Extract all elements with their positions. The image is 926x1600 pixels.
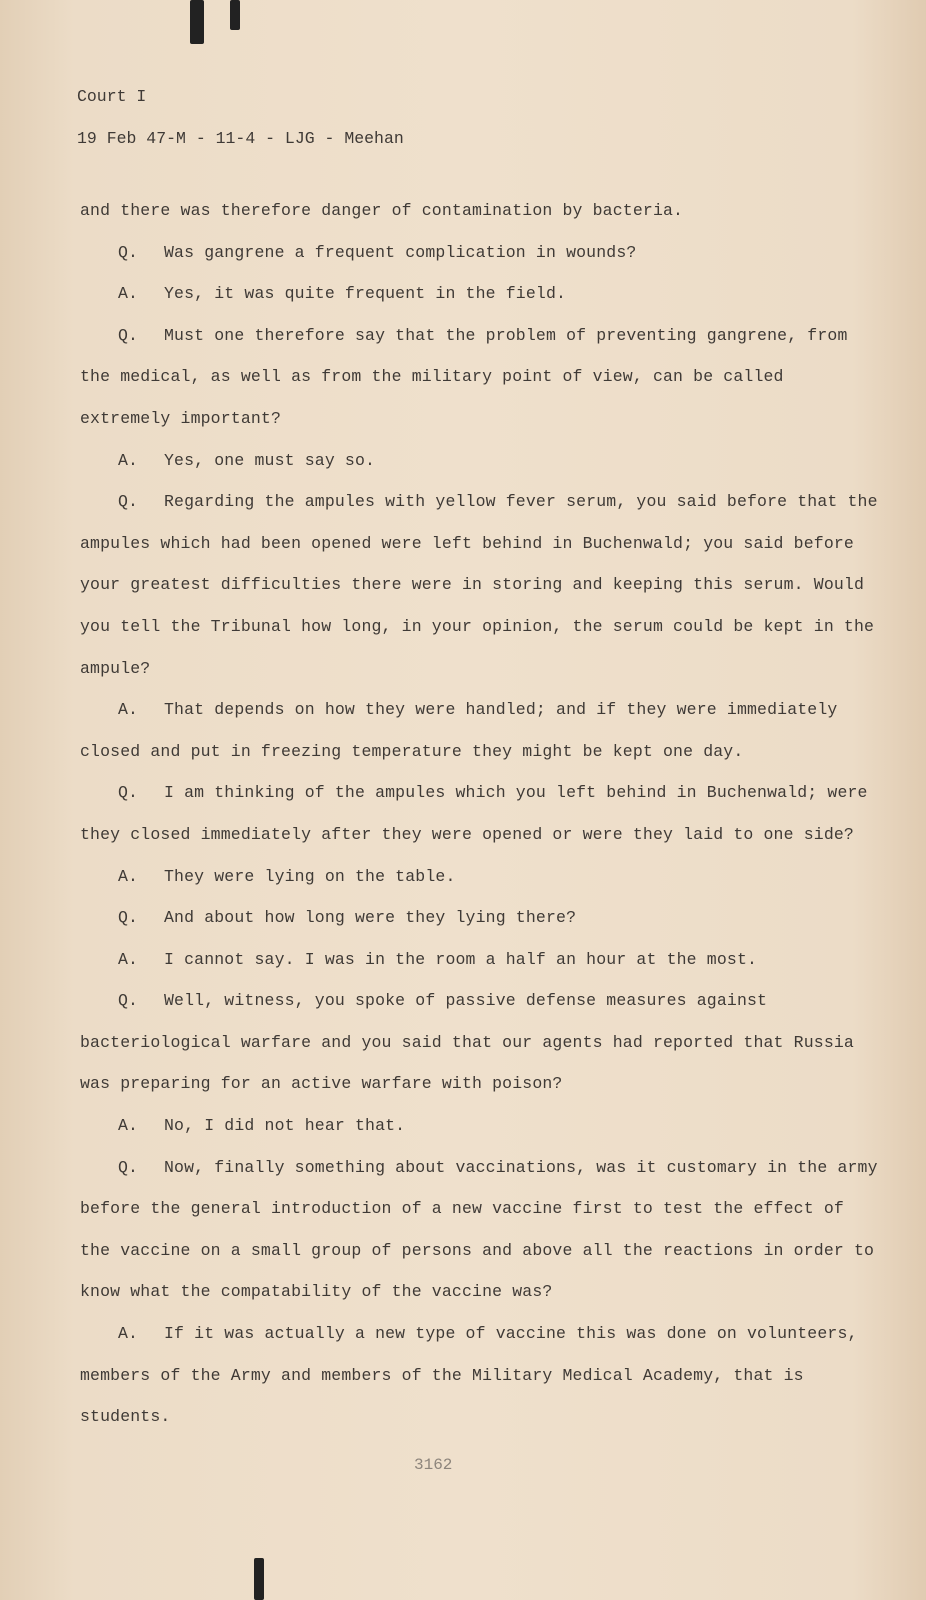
answer-paragraph <box>80 1105 880 1147</box>
paragraph-text: and there was therefore danger of contamination by bacteria. <box>80 201 684 220</box>
question-paragraph <box>80 1147 880 1313</box>
question-label: Q. <box>118 492 139 512</box>
answer-paragraph <box>80 273 880 315</box>
question-paragraph <box>80 980 880 1105</box>
answer-paragraph <box>80 939 880 981</box>
transcript-body <box>80 190 880 1438</box>
question-label: Q. <box>118 242 139 262</box>
answer-paragraph <box>80 440 880 482</box>
answer-paragraph <box>80 1313 880 1438</box>
answer-label: A. <box>118 949 139 969</box>
answer-label: A. <box>118 1116 139 1136</box>
answer-label: A. <box>118 284 139 304</box>
question-paragraph <box>80 315 880 440</box>
binder-hole-top <box>190 0 204 44</box>
paragraph-text: Yes, it was quite frequent in the field. <box>164 284 567 304</box>
paragraph-text: If it was actually a new type of vaccine this was done on volunteers, members of the Army and members of the Military Medical Academy, that is students. <box>80 1324 858 1427</box>
question-label: Q. <box>118 783 139 803</box>
question-paragraph <box>80 772 880 855</box>
paragraph-text: Now, finally something about vaccinations, was it customary in the army before the general introduction of a new vaccine first to test the effect of the vaccine on a small group of persons and above all the reactions in order to know what the compatability of the vaccine was? <box>80 1157 878 1302</box>
binder-hole-top-right <box>230 0 240 30</box>
question-paragraph <box>80 481 880 689</box>
paragraph-text: Well, witness, you spoke of passive defense measures against bacteriological warfare and you said that our agents had reported that Russia was preparing for an active warfare with poison? <box>80 991 854 1094</box>
paragraph-text: No, I did not hear that. <box>164 1116 406 1136</box>
paragraph-text: Was gangrene a frequent complication in wounds? <box>164 242 637 262</box>
question-label: Q. <box>118 1157 139 1177</box>
question-paragraph <box>80 232 880 274</box>
paragraph-text: That depends on how they were handled; and if they were immediately closed and put in freezing temperature they might be kept one day. <box>80 700 838 761</box>
header <box>77 76 404 160</box>
paragraph-text: Regarding the ampules with yellow fever serum, you said before that the ampules which had been opened were left behind in Buchenwald; you said before your greatest difficulties there were in storing and keeping this serum. Would you tell the Tribunal how long, in your opinion, the serum could be kept in the ampule? <box>80 492 878 678</box>
continuation-paragraph <box>80 190 880 232</box>
question-label: Q. <box>118 325 139 345</box>
question-label: Q. <box>118 991 139 1011</box>
paragraph-text: Must one therefore say that the problem of preventing gangrene, from the medical, as well as from the military point of view, can be called extremely important? <box>80 325 848 428</box>
answer-paragraph <box>80 856 880 898</box>
question-paragraph <box>80 897 880 939</box>
binder-hole-bottom <box>254 1558 264 1600</box>
paragraph-text: I am thinking of the ampules which you left behind in Buchenwald; were they closed immediately after they were opened or were they laid to one side? <box>80 783 868 844</box>
session-line: 19 Feb 47-M - 11-4 - LJG - Meehan <box>77 129 404 148</box>
answer-label: A. <box>118 700 139 720</box>
answer-paragraph <box>80 689 880 772</box>
paragraph-text: Yes, one must say so. <box>164 450 376 470</box>
answer-label: A. <box>118 866 139 886</box>
answer-label: A. <box>118 450 139 470</box>
question-label: Q. <box>118 908 139 928</box>
paragraph-text: And about how long were they lying there? <box>164 908 577 928</box>
answer-label: A. <box>118 1324 139 1344</box>
page-number: 3162 <box>414 1456 453 1474</box>
paragraph-text: I cannot say. I was in the room a half an hour at the most. <box>164 949 758 969</box>
paragraph-text: They were lying on the table. <box>164 866 456 886</box>
court-label: Court I <box>77 87 147 106</box>
